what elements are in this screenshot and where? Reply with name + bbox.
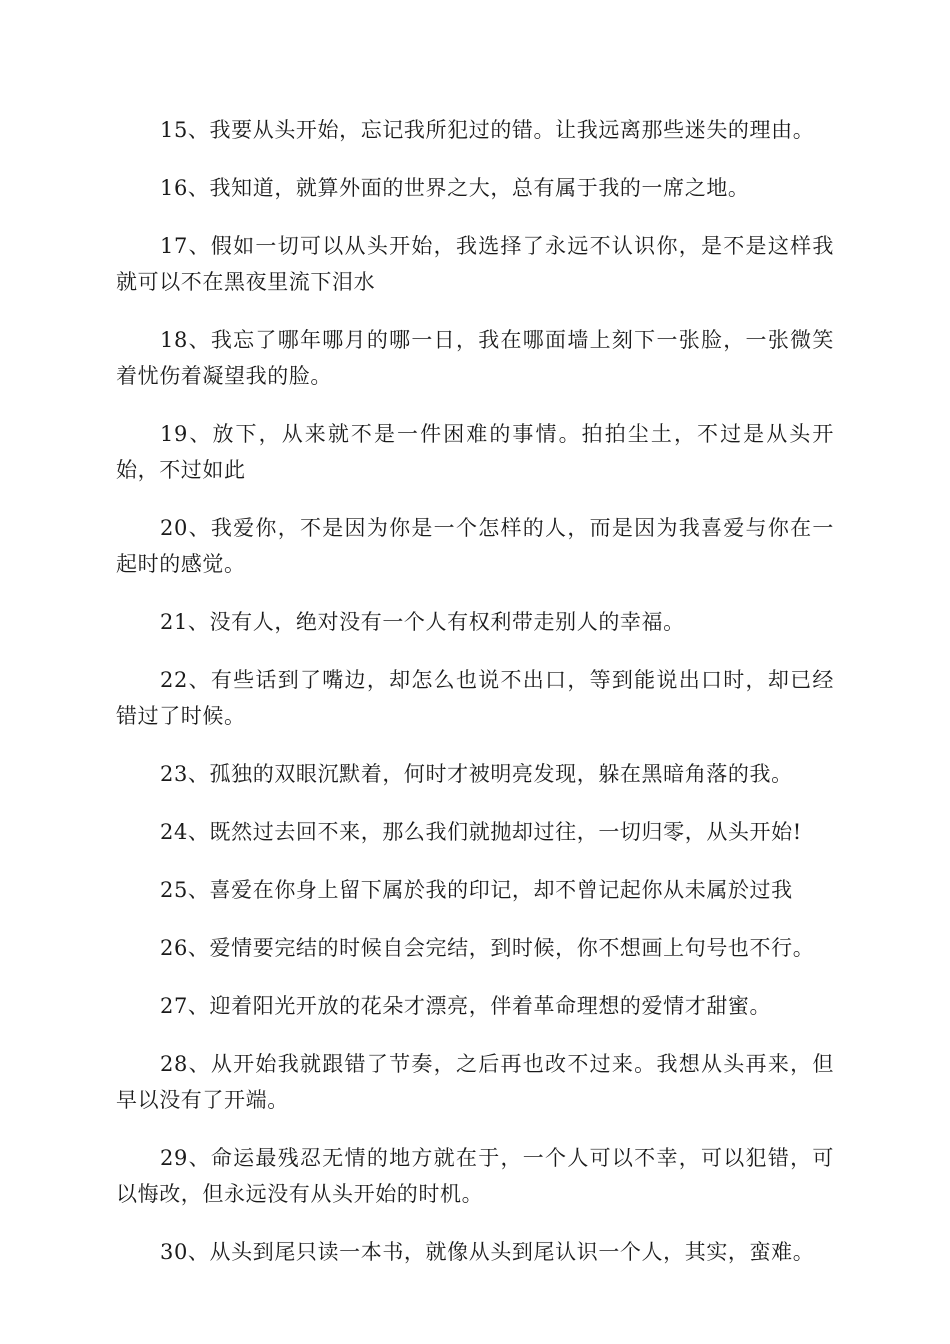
paragraph-19: 19、放下，从来就不是一件困难的事情。拍拍尘土，不过是从头开始，不过如此: [116, 422, 834, 482]
paragraph-15: 15、我要从头开始，忘记我所犯过的错。让我远离那些迷失的理由。: [160, 118, 815, 142]
paragraph-17: 17、假如一切可以从头开始，我选择了永远不认识你，是不是这样我就可以不在黑夜里流下泪水: [116, 234, 834, 294]
paragraph-20: 20、我爱你，不是因为你是一个怎样的人，而是因为我喜爱与你在一起时的感觉。: [116, 516, 834, 576]
paragraph-23: 23、孤独的双眼沉默着，何时才被明亮发现，躲在黑暗角落的我。: [160, 762, 793, 786]
paragraph-26: 26、爱情要完结的时候自会完结，到时候，你不想画上句号也不行。: [160, 936, 815, 960]
paragraph-28: 28、从开始我就跟错了节奏，之后再也改不过来。我想从头再来，但早以没有了开端。: [116, 1052, 834, 1112]
paragraph-18: 18、我忘了哪年哪月的哪一日，我在哪面墙上刻下一张脸，一张微笑着忧伤着凝望我的脸。: [116, 328, 834, 388]
paragraph-22: 22、有些话到了嘴边，却怎么也说不出口，等到能说出口时，却已经错过了时候。: [116, 668, 834, 728]
paragraph-30: 30、从头到尾只读一本书，就像从头到尾认识一个人，其实，蛮难。: [160, 1240, 815, 1264]
paragraph-21: 21、没有人，绝对没有一个人有权利带走别人的幸福。: [160, 610, 685, 634]
paragraph-29: 29、命运最残忍无情的地方就在于，一个人可以不幸，可以犯错，可以悔改，但永远没有从头开始的时机。: [116, 1146, 834, 1206]
paragraph-24: 24、既然过去回不来，那么我们就抛却过往，一切归零，从头开始!: [160, 820, 802, 844]
paragraph-27: 27、迎着阳光开放的花朵才漂亮，伴着革命理想的爱情才甜蜜。: [160, 994, 772, 1018]
paragraph-25: 25、喜爱在你身上留下属於我的印记，却不曾记起你从未属於过我: [160, 878, 793, 902]
paragraph-16: 16、我知道，就算外面的世界之大，总有属于我的一席之地。: [160, 176, 750, 200]
document-body: [116, 112, 834, 1292]
